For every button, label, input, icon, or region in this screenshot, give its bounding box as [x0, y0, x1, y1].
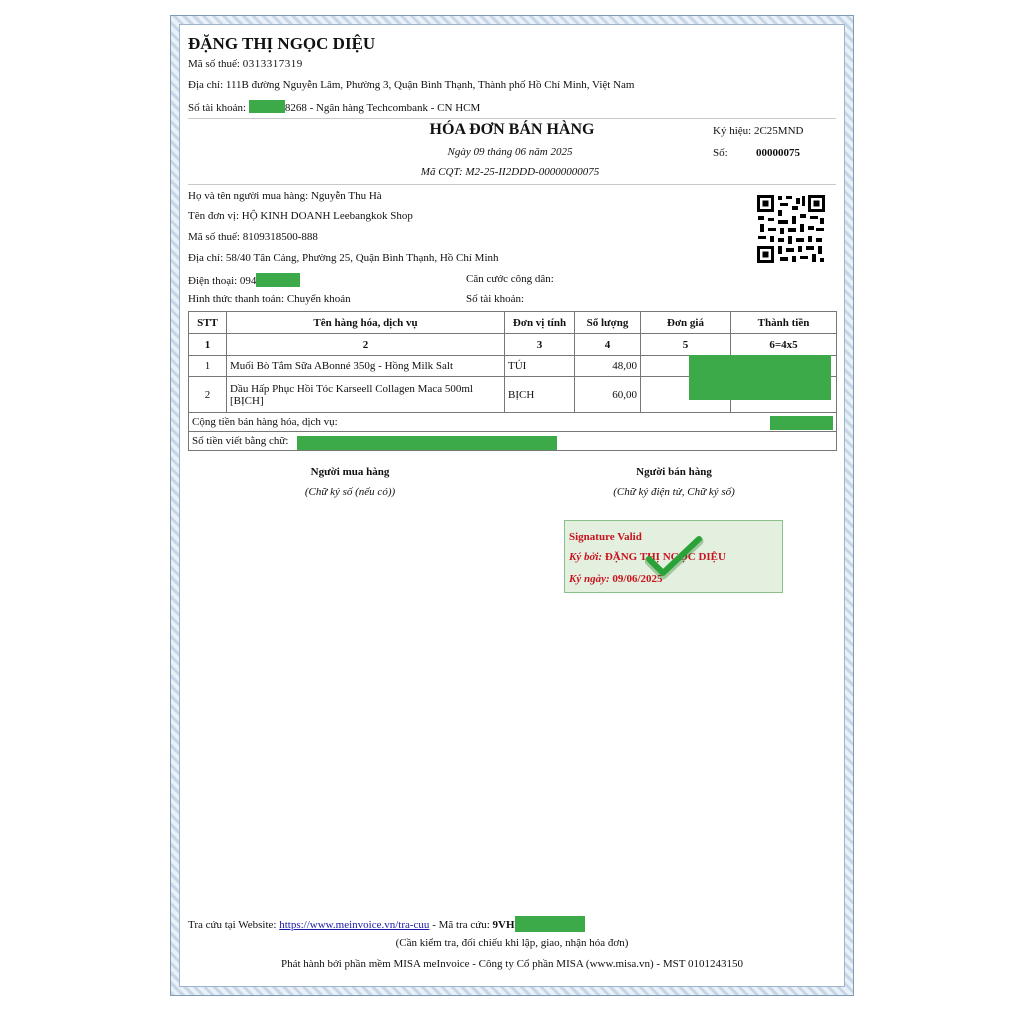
qr-code-icon: [756, 194, 826, 264]
signed-date-value: 09/06/2025: [612, 573, 663, 585]
divider: [188, 118, 836, 119]
invoice-border-frame: [170, 15, 854, 996]
col-header: Thành tiền: [731, 312, 837, 334]
buyer-phone: [188, 273, 300, 287]
total-label: Cộng tiền bán hàng hóa, dịch vụ:: [189, 413, 837, 432]
col-header: STT: [189, 312, 227, 334]
seller-name: ĐẶNG THỊ NGỌC DIỆU: [188, 34, 376, 53]
signature-valid-label: Signature Valid: [569, 531, 642, 543]
redacted-block: [256, 273, 300, 287]
invoice-symbol-value: 2C25MND: [753, 125, 804, 137]
seller-signature-note: (Chữ ký điện tử, Chữ ký số): [613, 486, 735, 498]
check-note: (Cần kiểm tra, đối chiếu khi lập, giao, nhận hóa đơn): [395, 937, 629, 949]
row-unit: BỊCH: [505, 377, 575, 413]
row-stt: 2: [189, 377, 227, 413]
seller-account-suffix: 8268 - Ngân hàng Techcombank - CN HCM: [284, 102, 481, 114]
redacted-block: [770, 416, 833, 430]
buyer-signature-note: (Chữ ký số (nếu có)): [304, 486, 396, 498]
invoice-cqt-code: Mã CQT: M2-25-II2DDD-00000000075: [420, 166, 600, 178]
seller-tax-label: Mã số thuế:: [188, 58, 240, 70]
invoice-number: 00000075: [756, 147, 800, 159]
buyer-name: Họ và tên người mua hàng: Nguyễn Thu Hà: [188, 190, 382, 202]
row-unit: TÚI: [505, 356, 575, 377]
buyer-id-label: Căn cước công dân:: [466, 273, 554, 285]
table-index-row: [189, 334, 837, 356]
row-qty: 48,00: [575, 356, 641, 377]
redacted-block: [297, 436, 557, 450]
index-cell: 3: [505, 334, 575, 356]
index-cell: 5: [641, 334, 731, 356]
table-header-row: [189, 312, 837, 334]
seller-address: Địa chỉ: 111B đường Nguyễn Lâm, Phường 3, Quận Bình Thạnh, Thành phố Hồ Chí Minh, Việt Nam: [188, 79, 635, 91]
lookup-line: [188, 916, 585, 932]
buyer-unit: Tên đơn vị: HỘ KINH DOANH Leebangkok Shop: [188, 210, 413, 222]
redacted-block: [689, 355, 831, 400]
seller-tax-code: [188, 58, 303, 70]
invoice-symbol: [713, 125, 803, 137]
index-cell: 6=4x5: [731, 334, 837, 356]
invoice-date: Ngày 09 tháng 06 năm 2025: [447, 146, 573, 158]
checkmark-icon: [645, 535, 705, 583]
lookup-prefix: Tra cứu tại Website:: [188, 919, 277, 931]
total-row: [189, 413, 837, 432]
buyer-phone-label: Điện thoại: 094: [188, 275, 257, 287]
row-stt: 1: [189, 356, 227, 377]
col-header: Đơn giá: [641, 312, 731, 334]
publisher-note: Phát hành bởi phần mềm MISA meInvoice - Công ty Cổ phần MISA (www.misa.vn) - MST 0101243150: [281, 958, 743, 970]
redacted-block: [249, 100, 285, 113]
row-qty: 60,00: [575, 377, 641, 413]
seller-account: [188, 100, 480, 114]
col-header: Đơn vị tính: [505, 312, 575, 334]
signed-by-value: ĐẶNG THỊ NGỌC DIỆU: [604, 551, 726, 563]
index-cell: 1: [189, 334, 227, 356]
seller-tax-value: 0313317319: [242, 58, 303, 70]
col-header: Tên hàng hóa, dịch vụ: [227, 312, 505, 334]
lookup-code-label: - Mã tra cứu:: [432, 919, 490, 931]
signed-by-label: Ký bởi:: [569, 551, 603, 563]
buyer-signature-title: Người mua hàng: [310, 466, 390, 478]
redacted-block: [515, 916, 585, 932]
invoice-title: HÓA ĐƠN BÁN HÀNG: [429, 121, 595, 138]
lookup-link[interactable]: https://www.meinvoice.vn/tra-cuu: [279, 919, 430, 931]
index-cell: 2: [227, 334, 505, 356]
col-header: Số lượng: [575, 312, 641, 334]
buyer-payment: Hình thức thanh toán: Chuyển khoản: [188, 293, 351, 305]
index-cell: 4: [575, 334, 641, 356]
row-name: Muối Bò Tắm Sữa ABonné 350g - Hồng Milk Salt: [227, 356, 505, 377]
divider: [188, 184, 836, 185]
signed-date-label: Ký ngày:: [569, 573, 610, 585]
buyer-address: Địa chỉ: 58/40 Tân Cảng, Phường 25, Quận Bình Thạnh, Hồ Chí Minh: [188, 252, 499, 264]
digital-signature-box: [564, 520, 783, 593]
seller-account-label: Số tài khoản:: [188, 102, 247, 114]
buyer-tax-code: Mã số thuế: 8109318500-888: [188, 231, 318, 243]
invoice-number-label: Số:: [713, 147, 728, 159]
row-name: Dầu Hấp Phục Hồi Tóc Karseell Collagen Maca 500ml [BỊCH]: [227, 377, 505, 413]
amount-in-words-label: Số tiền viết bằng chữ:: [189, 432, 837, 451]
buyer-account-label: Số tài khoản:: [466, 293, 525, 305]
seller-signature-title: Người bán hàng: [636, 466, 712, 478]
lookup-code: 9VH: [492, 919, 515, 931]
invoice-symbol-label: Ký hiệu:: [713, 125, 752, 137]
